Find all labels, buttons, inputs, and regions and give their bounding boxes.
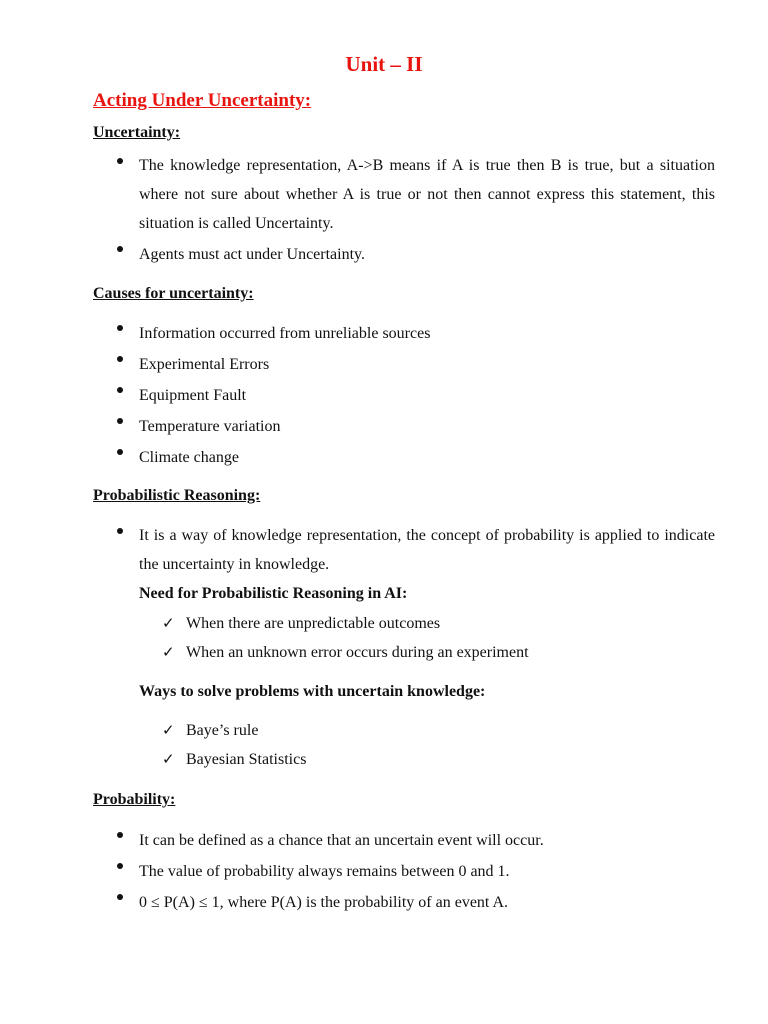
list-item: Experimental Errors xyxy=(139,349,715,380)
list-item: ✓ When an unknown error occurs during an experiment xyxy=(186,638,529,667)
list-item: 0 ≤ P(A) ≤ 1, where P(A) is the probability of an event A. xyxy=(139,887,715,918)
checkmark-icon: ✓ xyxy=(162,721,175,739)
probabilistic-heading: Probabilistic Reasoning: xyxy=(93,487,261,504)
list-item: It can be defined as a chance that an uncertain event will occur. xyxy=(139,825,715,856)
probabilistic-list xyxy=(139,521,715,579)
list-item: Climate change xyxy=(139,442,715,473)
ways-list xyxy=(162,716,307,774)
list-item: Agents must act under Uncertainty. xyxy=(139,239,715,270)
list-item: ✓ When there are unpredictable outcomes xyxy=(186,609,529,638)
main-heading: Acting Under Uncertainty: xyxy=(93,90,312,111)
uncertainty-list xyxy=(139,151,715,270)
uncertainty-heading: Uncertainty: xyxy=(93,124,181,141)
causes-heading: Causes for uncertainty: xyxy=(93,285,254,302)
list-item: Temperature variation xyxy=(139,411,715,442)
list-item: Equipment Fault xyxy=(139,380,715,411)
ways-heading: Ways to solve problems with uncertain knowledge: xyxy=(139,683,486,700)
list-item: ✓ Baye’s rule xyxy=(186,716,306,745)
list-item: It is a way of knowledge representation, the concept of probability is applied to indicate the uncertainty in knowledge. xyxy=(139,521,715,579)
list-item: The knowledge representation, A->B means if A is true then B is true, but a situation where not sure about whether A is true or not then cannot express this statement, this situation is called Uncertainty. xyxy=(139,151,715,238)
probability-heading: Probability: xyxy=(93,791,176,808)
unit-title: Unit – II xyxy=(345,52,423,76)
checkmark-icon: ✓ xyxy=(162,614,175,632)
need-heading: Need for Probabilistic Reasoning in AI: xyxy=(139,585,408,602)
checkmark-icon: ✓ xyxy=(162,750,175,768)
causes-list xyxy=(139,318,715,473)
list-item: ✓ Bayesian Statistics xyxy=(186,745,306,774)
checkmark-icon: ✓ xyxy=(162,643,175,661)
need-list xyxy=(162,609,529,667)
list-item: The value of probability always remains between 0 and 1. xyxy=(139,856,715,887)
probability-list xyxy=(139,825,715,918)
list-item: Information occurred from unreliable sources xyxy=(139,318,715,349)
